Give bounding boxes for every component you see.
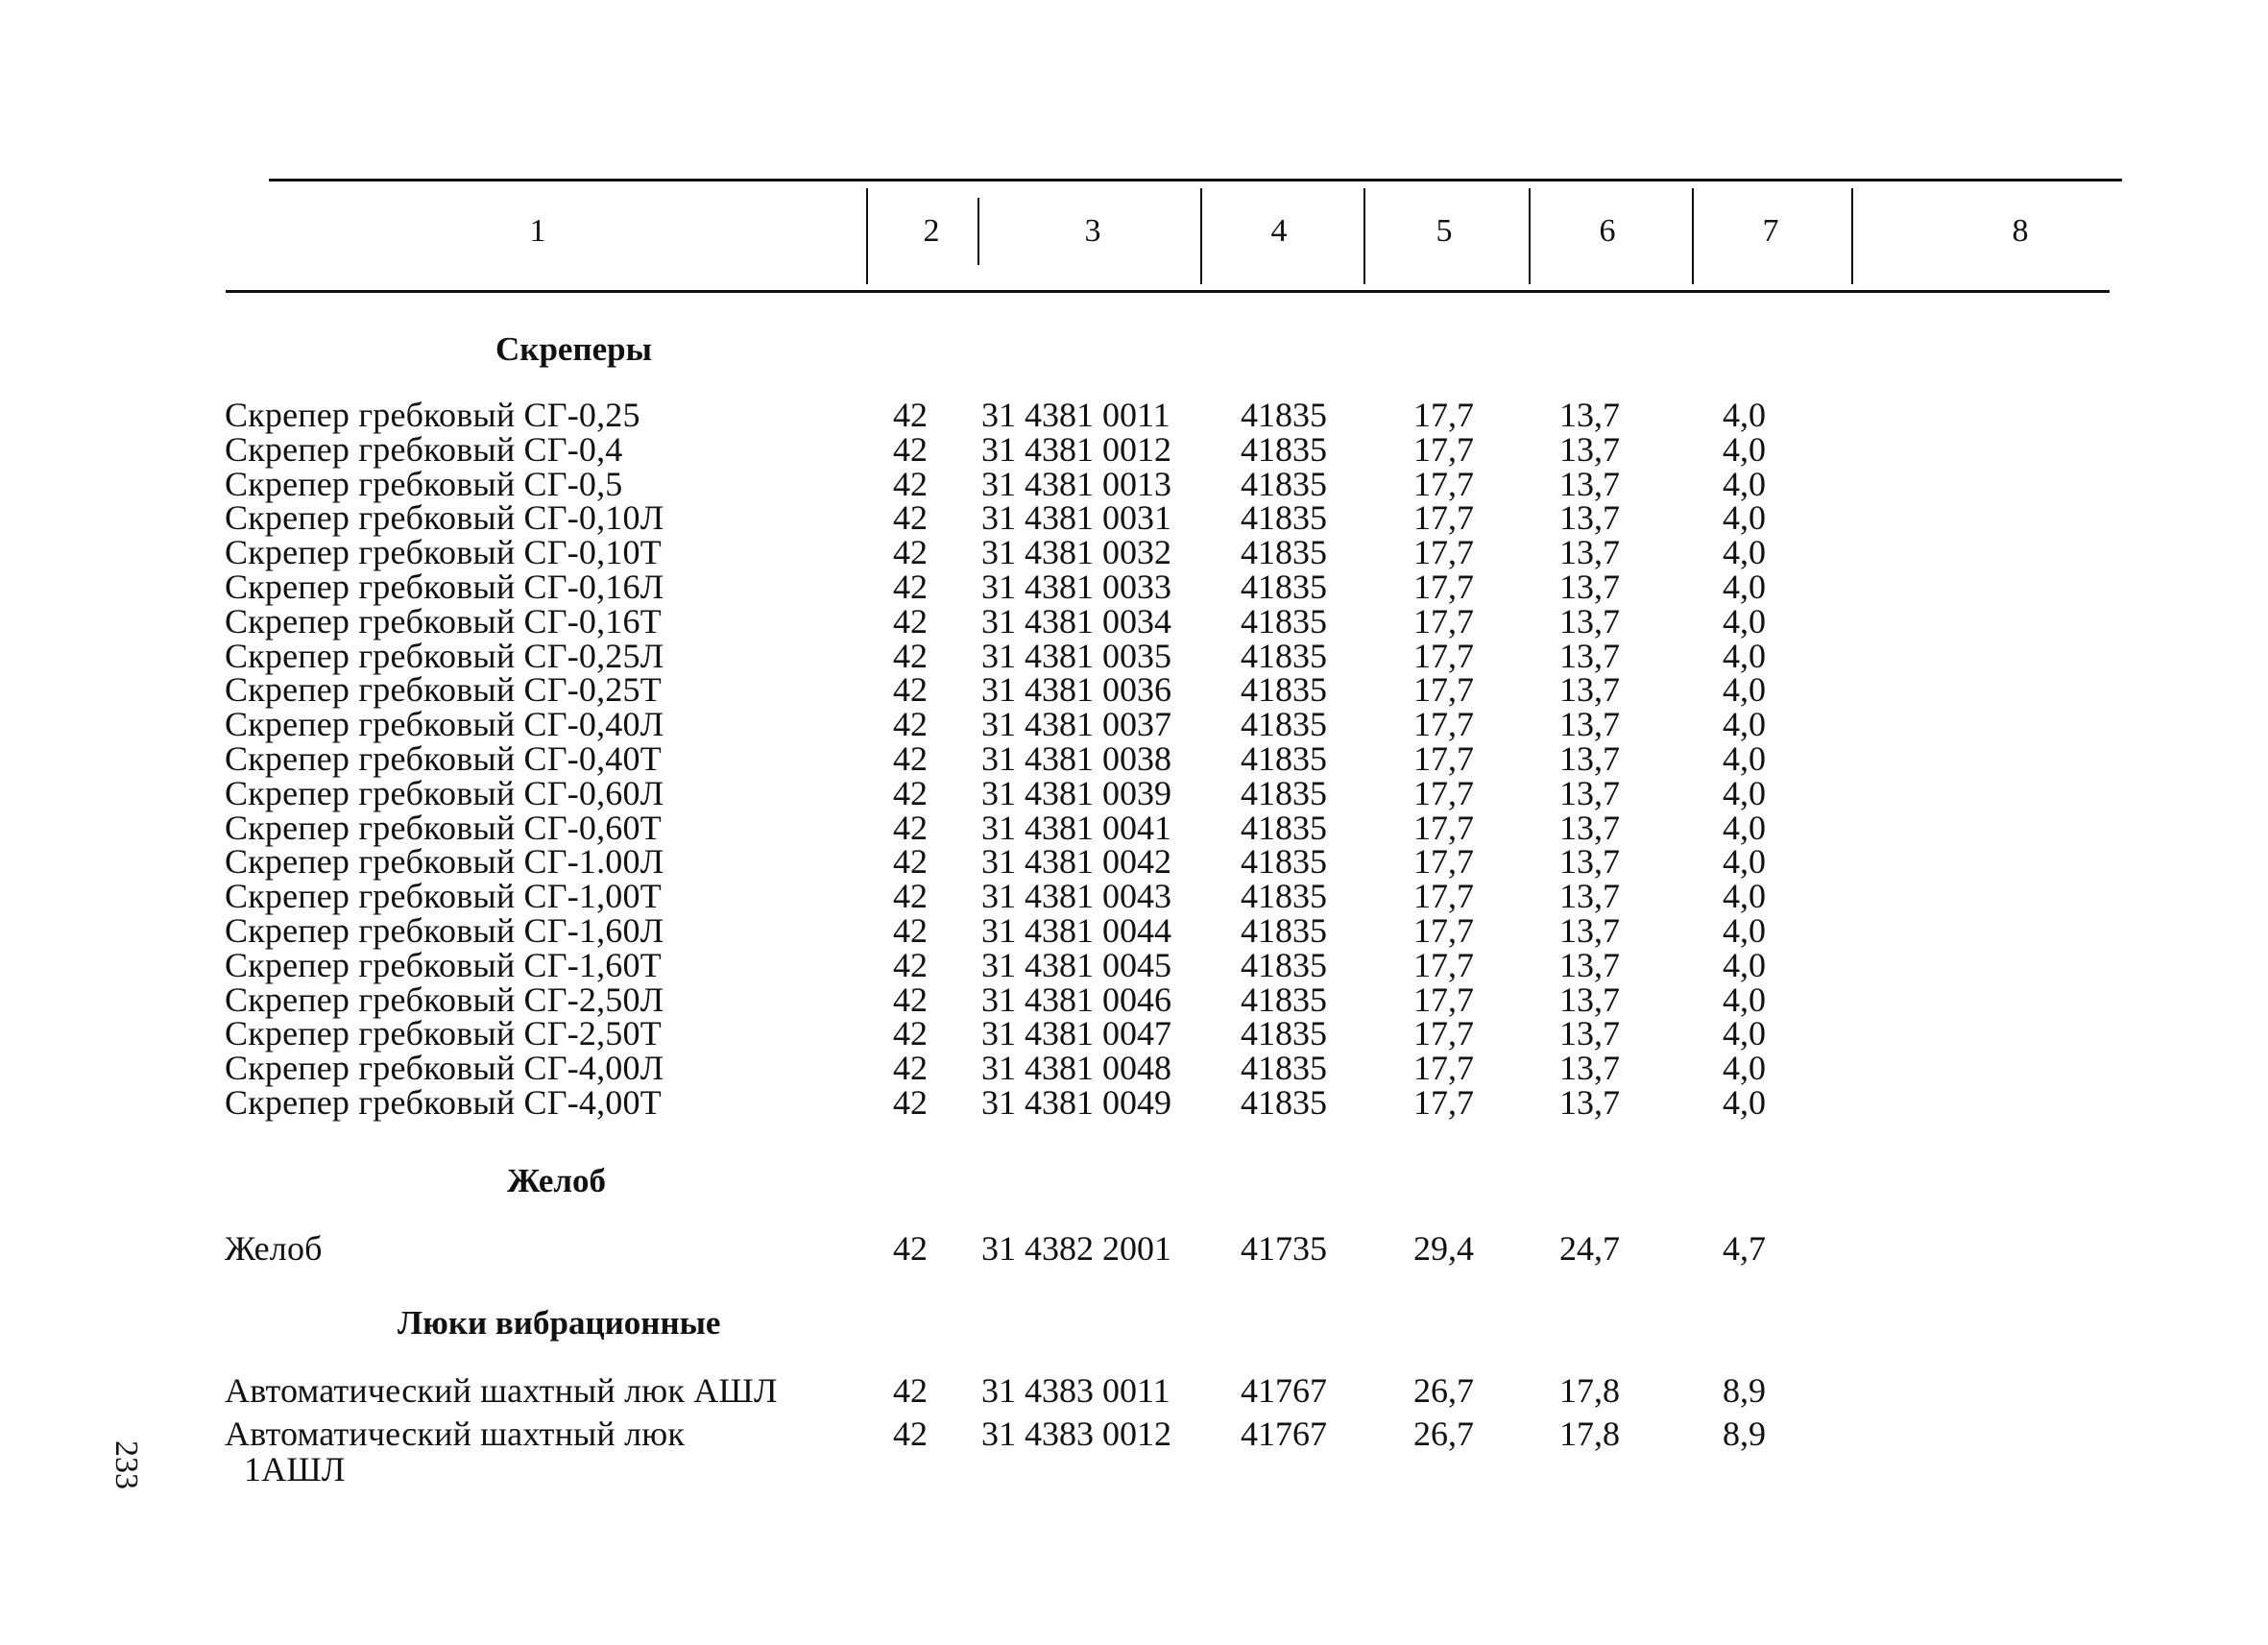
cell-col7: 4,0 <box>1723 670 1766 710</box>
cell-col3: 31 4381 0034 <box>981 601 1171 641</box>
cell-col5: 17,7 <box>1413 568 1474 606</box>
cell-col6: 13,7 <box>1559 636 1620 675</box>
cell-col5: 17,7 <box>1413 498 1474 538</box>
cell-col5: 17,7 <box>1413 842 1474 882</box>
cell-col6: 13,7 <box>1559 980 1620 1019</box>
cell-col5: 17,7 <box>1413 877 1474 916</box>
table-row <box>0 982 2268 1017</box>
item-name: Скрепер гребковый СГ-0,40Т <box>225 739 662 778</box>
cell-col6: 13,7 <box>1559 568 1620 606</box>
header-separator <box>1200 188 1202 284</box>
cell-col5: 17,7 <box>1413 1014 1474 1053</box>
table-row <box>0 705 2268 744</box>
cell-col3: 31 4381 0042 <box>981 842 1171 882</box>
cell-col3: 31 4381 0049 <box>981 1083 1171 1122</box>
column-header-7: 7 <box>1762 213 1779 249</box>
item-name: Скрепер гребковый СГ-0,40Л <box>225 705 664 744</box>
cell-col6: 17,8 <box>1559 1415 1620 1453</box>
table-row <box>0 636 2268 675</box>
table-row <box>0 1231 2268 1266</box>
cell-col6: 13,7 <box>1559 945 1620 984</box>
cell-col4: 41835 <box>1241 877 1327 916</box>
page-number: 233 <box>109 1440 144 1489</box>
cell-col4: 41835 <box>1241 945 1327 984</box>
table-row <box>0 398 2268 432</box>
cell-col6: 13,7 <box>1559 705 1620 744</box>
cell-col7: 4,0 <box>1723 601 1766 641</box>
cell-col7: 4,0 <box>1723 705 1766 744</box>
cell-col7: 4,0 <box>1723 636 1766 675</box>
cell-col6: 17,8 <box>1559 1371 1620 1410</box>
cell-col7: 8,9 <box>1723 1415 1766 1453</box>
table-row <box>0 569 2268 604</box>
cell-col7: 4,0 <box>1723 808 1766 847</box>
item-name-continuation: 1АШЛ <box>244 1450 346 1488</box>
cell-col6: 13,7 <box>1559 1083 1620 1122</box>
item-name: Автоматический шахтный люк <box>225 1415 686 1453</box>
cell-col2: 42 <box>893 498 928 538</box>
header-top-rule <box>269 179 2122 181</box>
cell-col2: 42 <box>893 877 928 916</box>
cell-col2: 42 <box>893 1083 928 1122</box>
cell-col4: 41735 <box>1241 1229 1327 1268</box>
cell-col2: 42 <box>893 1371 928 1410</box>
table-row <box>0 1416 2268 1451</box>
item-name: Скрепер гребковый СГ-1,00Т <box>225 877 662 916</box>
cell-col6: 13,7 <box>1559 1014 1620 1053</box>
item-name: Скрепер гребковый СГ-0,16Т <box>225 601 662 641</box>
cell-col4: 41835 <box>1241 636 1327 675</box>
cell-col2: 42 <box>893 568 928 606</box>
column-header-5: 5 <box>1436 213 1453 249</box>
header-separator <box>866 188 868 284</box>
cell-col6: 24,7 <box>1559 1229 1620 1268</box>
cell-col2: 42 <box>893 842 928 882</box>
cell-col3: 31 4381 0031 <box>981 498 1171 538</box>
table-row <box>0 464 2268 503</box>
cell-col3: 31 4383 0011 <box>981 1371 1170 1410</box>
column-header-2: 2 <box>923 213 940 249</box>
table-row <box>0 533 2268 572</box>
cell-col4: 41835 <box>1241 396 1327 434</box>
header-separator <box>1851 188 1853 284</box>
cell-col2: 42 <box>893 1415 928 1453</box>
cell-col3: 31 4381 0012 <box>981 429 1171 469</box>
cell-col3: 31 4381 0044 <box>981 911 1171 950</box>
cell-col5: 17,7 <box>1413 980 1474 1019</box>
cell-col2: 42 <box>893 533 928 572</box>
cell-col6: 13,7 <box>1559 601 1620 641</box>
cell-col5: 26,7 <box>1413 1371 1474 1410</box>
cell-col5: 29,4 <box>1413 1229 1474 1268</box>
column-header-4: 4 <box>1270 213 1288 249</box>
cell-col4: 41835 <box>1241 808 1327 847</box>
item-name: Скрепер гребковый СГ-0,10Т <box>225 533 662 572</box>
cell-col7: 4,0 <box>1723 1049 1766 1088</box>
cell-col4: 41835 <box>1241 739 1327 778</box>
cell-col6: 13,7 <box>1559 498 1620 538</box>
cell-col7: 4,0 <box>1723 429 1766 469</box>
cell-col3: 31 4381 0035 <box>981 636 1171 675</box>
cell-col2: 42 <box>893 396 928 434</box>
cell-col4: 41835 <box>1241 670 1327 710</box>
column-header-3: 3 <box>1084 213 1101 249</box>
cell-col5: 17,7 <box>1413 911 1474 950</box>
cell-col2: 42 <box>893 980 928 1019</box>
cell-col5: 17,7 <box>1413 464 1474 503</box>
cell-col5: 26,7 <box>1413 1415 1474 1453</box>
cell-col6: 13,7 <box>1559 877 1620 916</box>
item-name: Скрепер гребковый СГ-1,60Т <box>225 945 662 984</box>
header-separator <box>1529 188 1531 284</box>
item-name: Желоб <box>225 1229 323 1268</box>
cell-col7: 4,0 <box>1723 1083 1766 1122</box>
column-header-6: 6 <box>1599 213 1616 249</box>
cell-col7: 4,0 <box>1723 911 1766 950</box>
item-name: Скрепер гребковый СГ-4,00Л <box>225 1049 664 1088</box>
cell-col4: 41835 <box>1241 980 1327 1019</box>
cell-col6: 13,7 <box>1559 773 1620 812</box>
cell-col4: 41835 <box>1241 429 1327 469</box>
cell-col2: 42 <box>893 601 928 641</box>
cell-col4: 41835 <box>1241 498 1327 538</box>
cell-col3: 31 4381 0045 <box>981 945 1171 984</box>
cell-col6: 13,7 <box>1559 464 1620 503</box>
cell-col4: 41835 <box>1241 705 1327 744</box>
table-row <box>0 498 2268 538</box>
column-header-1: 1 <box>529 213 546 249</box>
item-name: Скрепер гребковый СГ-0,25 <box>225 396 640 434</box>
header-separator <box>1363 188 1365 284</box>
item-name: Скрепер гребковый СГ-0,5 <box>225 464 623 503</box>
cell-col5: 17,7 <box>1413 396 1474 434</box>
table-row <box>0 1085 2268 1120</box>
cell-col7: 4,0 <box>1723 980 1766 1019</box>
cell-col3: 31 4381 0037 <box>981 705 1171 744</box>
section-title-scrapers: Скреперы <box>495 330 652 368</box>
cell-col7: 4,0 <box>1723 1014 1766 1053</box>
cell-col2: 42 <box>893 911 928 950</box>
cell-col2: 42 <box>893 429 928 469</box>
cell-col5: 17,7 <box>1413 705 1474 744</box>
cell-col7: 4,0 <box>1723 842 1766 882</box>
item-name: Скрепер гребковый СГ-0,16Л <box>225 568 664 606</box>
cell-col4: 41835 <box>1241 601 1327 641</box>
cell-col7: 4,0 <box>1723 396 1766 434</box>
cell-col5: 17,7 <box>1413 533 1474 572</box>
table-row <box>0 429 2268 469</box>
cell-col4: 41835 <box>1241 464 1327 503</box>
item-name: Скрепер гребковый СГ-0,25Л <box>225 636 664 675</box>
item-name: Скрепер гребковый СГ-2,50Л <box>225 980 664 1019</box>
cell-col7: 4,0 <box>1723 945 1766 984</box>
cell-col5: 17,7 <box>1413 945 1474 984</box>
item-name: Скрепер гребковый СГ-4,00Т <box>225 1083 662 1122</box>
cell-col3: 31 4381 0036 <box>981 670 1171 710</box>
cell-col2: 42 <box>893 739 928 778</box>
cell-col4: 41835 <box>1241 911 1327 950</box>
cell-col7: 4,0 <box>1723 533 1766 572</box>
item-name: Скрепер гребковый СГ-0,4 <box>225 429 623 469</box>
cell-col7: 4,0 <box>1723 739 1766 778</box>
item-name: Скрепер гребковый СГ-1.00Л <box>225 842 664 882</box>
table-row <box>0 1373 2268 1408</box>
cell-col4: 41835 <box>1241 1049 1327 1088</box>
cell-col3: 31 4381 0041 <box>981 808 1171 847</box>
table-row <box>0 913 2268 948</box>
cell-col5: 17,7 <box>1413 808 1474 847</box>
cell-col4: 41767 <box>1241 1371 1327 1410</box>
cell-col6: 13,7 <box>1559 808 1620 847</box>
cell-col4: 41835 <box>1241 842 1327 882</box>
table-row <box>0 810 2268 845</box>
table-row <box>0 842 2268 882</box>
cell-col3: 31 4381 0013 <box>981 464 1171 503</box>
cell-col2: 42 <box>893 773 928 812</box>
column-header-8: 8 <box>2012 213 2029 249</box>
cell-col3: 31 4381 0039 <box>981 773 1171 812</box>
cell-col7: 4,7 <box>1723 1229 1766 1268</box>
cell-col2: 42 <box>893 808 928 847</box>
cell-col4: 41835 <box>1241 568 1327 606</box>
cell-col7: 4,0 <box>1723 568 1766 606</box>
cell-col7: 4,0 <box>1723 877 1766 916</box>
cell-col6: 13,7 <box>1559 533 1620 572</box>
header-separator <box>1692 188 1694 284</box>
cell-col5: 17,7 <box>1413 1083 1474 1122</box>
cell-col7: 4,0 <box>1723 498 1766 538</box>
cell-col3: 31 4383 0012 <box>981 1415 1171 1453</box>
cell-col6: 13,7 <box>1559 429 1620 469</box>
cell-col2: 42 <box>893 705 928 744</box>
cell-col4: 41835 <box>1241 1083 1327 1122</box>
cell-col6: 13,7 <box>1559 670 1620 710</box>
section-title-chute: Желоб <box>507 1162 607 1199</box>
cell-col2: 42 <box>893 464 928 503</box>
table-row <box>0 877 2268 916</box>
header-separator <box>977 198 979 265</box>
cell-col7: 8,9 <box>1723 1371 1766 1410</box>
cell-col4: 41835 <box>1241 533 1327 572</box>
cell-col5: 17,7 <box>1413 636 1474 675</box>
cell-col3: 31 4381 0046 <box>981 980 1171 1019</box>
cell-col3: 31 4381 0011 <box>981 396 1170 434</box>
cell-col6: 13,7 <box>1559 396 1620 434</box>
cell-col7: 4,0 <box>1723 464 1766 503</box>
table-row <box>0 741 2268 776</box>
table-row <box>0 1016 2268 1051</box>
cell-col6: 13,7 <box>1559 911 1620 950</box>
cell-col5: 17,7 <box>1413 1049 1474 1088</box>
cell-col3: 31 4382 2001 <box>981 1229 1171 1268</box>
table-row <box>0 670 2268 710</box>
cell-col2: 42 <box>893 636 928 675</box>
cell-col3: 31 4381 0033 <box>981 568 1171 606</box>
cell-col2: 42 <box>893 670 928 710</box>
cell-col7: 4,0 <box>1723 773 1766 812</box>
item-name: Скрепер гребковый СГ-0,25Т <box>225 670 662 710</box>
item-name: Скрепер гребковый СГ-1,60Л <box>225 911 664 950</box>
cell-col6: 13,7 <box>1559 739 1620 778</box>
cell-col2: 42 <box>893 1014 928 1053</box>
cell-col5: 17,7 <box>1413 739 1474 778</box>
item-name: Автоматический шахтный люк АШЛ <box>225 1371 778 1410</box>
header-bottom-rule <box>226 290 2110 293</box>
item-name: Скрепер гребковый СГ-0,10Л <box>225 498 664 538</box>
cell-col5: 17,7 <box>1413 601 1474 641</box>
cell-col5: 17,7 <box>1413 670 1474 710</box>
cell-col2: 42 <box>893 1229 928 1268</box>
cell-col3: 31 4381 0047 <box>981 1014 1171 1053</box>
cell-col6: 13,7 <box>1559 842 1620 882</box>
table-row <box>0 1049 2268 1088</box>
cell-col5: 17,7 <box>1413 773 1474 812</box>
item-name: Скрепер гребковый СГ-0,60Т <box>225 808 662 847</box>
cell-col4: 41835 <box>1241 1014 1327 1053</box>
cell-col2: 42 <box>893 945 928 984</box>
section-title-hatches: Люки вибрационные <box>398 1304 721 1342</box>
item-name: Скрепер гребковый СГ-0,60Л <box>225 773 664 812</box>
item-name: Скрепер гребковый СГ-2,50Т <box>225 1014 662 1053</box>
cell-col4: 41767 <box>1241 1415 1327 1453</box>
cell-col2: 42 <box>893 1049 928 1088</box>
cell-col3: 31 4381 0032 <box>981 533 1171 572</box>
cell-col3: 31 4381 0038 <box>981 739 1171 778</box>
table-row <box>0 945 2268 984</box>
table-row <box>0 601 2268 641</box>
cell-col3: 31 4381 0043 <box>981 877 1171 916</box>
cell-col4: 41835 <box>1241 773 1327 812</box>
cell-col5: 17,7 <box>1413 429 1474 469</box>
cell-col3: 31 4381 0048 <box>981 1049 1171 1088</box>
table-row <box>0 773 2268 812</box>
table-row-continuation <box>0 1452 2268 1487</box>
cell-col6: 13,7 <box>1559 1049 1620 1088</box>
